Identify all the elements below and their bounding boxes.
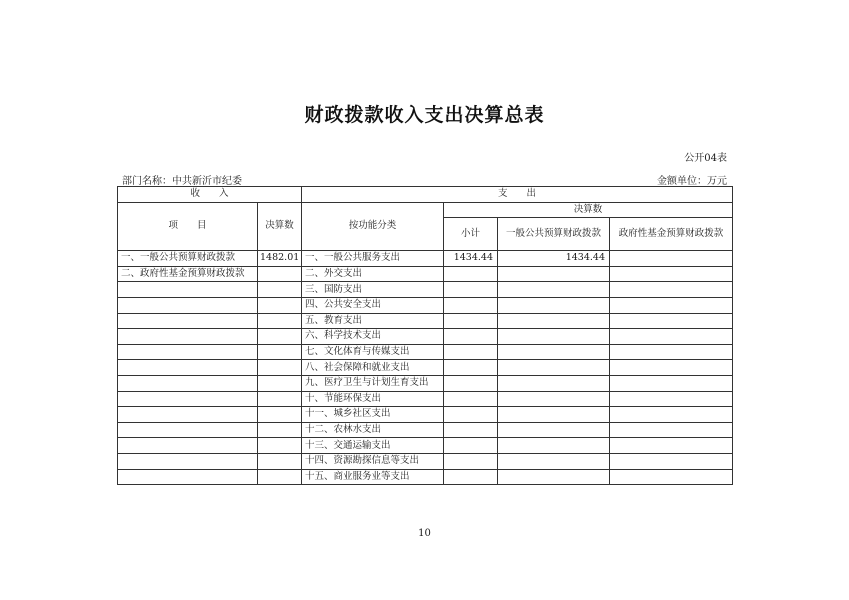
general-budget-cell [498, 282, 610, 298]
gov-fund-cell [610, 391, 733, 407]
gov-fund-cell [610, 375, 733, 391]
table-row [118, 469, 733, 485]
gov-fund-cell [610, 407, 733, 423]
income-amount-cell [258, 266, 302, 282]
income-item-cell [118, 422, 258, 438]
general-budget-cell [498, 360, 610, 376]
gov-fund-cell [610, 469, 733, 485]
header-final-amount: 决算数 [258, 202, 302, 251]
header-func-class: 按功能分类 [302, 202, 444, 251]
subtotal-cell [444, 360, 498, 376]
subtotal-cell [444, 297, 498, 313]
table-row [118, 313, 733, 329]
gov-fund-cell [610, 282, 733, 298]
general-budget-cell [498, 453, 610, 469]
income-item-cell [118, 391, 258, 407]
subtotal-cell [444, 344, 498, 360]
table-row [118, 422, 733, 438]
gov-fund-cell [610, 453, 733, 469]
table-row [118, 391, 733, 407]
subtotal-cell [444, 469, 498, 485]
income-item-cell [118, 297, 258, 313]
general-budget-cell [498, 313, 610, 329]
table-row [118, 438, 733, 454]
header-row-2 [118, 202, 733, 218]
income-item-cell [118, 453, 258, 469]
expense-item-cell: 五、教育支出 [302, 313, 444, 329]
subtotal-cell [444, 329, 498, 345]
expense-item-cell: 十、节能环保支出 [302, 391, 444, 407]
form-number: 公开04表 [684, 153, 727, 164]
expense-item-cell: 十三、交通运输支出 [302, 438, 444, 454]
table-row [118, 266, 733, 282]
header-expense: 支 出 [302, 187, 733, 203]
income-amount-cell [258, 407, 302, 423]
income-amount-cell [258, 329, 302, 345]
expense-item-cell: 九、医疗卫生与计划生育支出 [302, 375, 444, 391]
header-gov-fund: 政府性基金预算财政拨款 [610, 218, 733, 251]
gov-fund-cell [610, 360, 733, 376]
general-budget-cell [498, 344, 610, 360]
income-amount-cell [258, 297, 302, 313]
general-budget-cell [498, 469, 610, 485]
table-row [118, 329, 733, 345]
gov-fund-cell [610, 329, 733, 345]
expense-item-cell: 八、社会保障和就业支出 [302, 360, 444, 376]
income-item-cell [118, 360, 258, 376]
income-item-cell: 一、一般公共预算财政拨款 [118, 251, 258, 267]
expense-item-cell: 三、国防支出 [302, 282, 444, 298]
expense-item-cell: 十一、城乡社区支出 [302, 407, 444, 423]
unit-label: 金额单位：万元 [657, 176, 727, 187]
income-item-cell [118, 469, 258, 485]
table-row [118, 297, 733, 313]
expense-item-cell: 一、一般公共服务支出 [302, 251, 444, 267]
subtotal-cell: 1434.44 [444, 251, 498, 267]
general-budget-cell [498, 422, 610, 438]
header-subtotal: 小计 [444, 218, 498, 251]
income-item-cell [118, 329, 258, 345]
page-title: 财政拨款收入支出决算总表 [304, 104, 545, 126]
income-amount-cell [258, 375, 302, 391]
gov-fund-cell [610, 266, 733, 282]
expense-item-cell: 十五、商业服务业等支出 [302, 469, 444, 485]
income-amount-cell [258, 469, 302, 485]
gov-fund-cell [610, 344, 733, 360]
header-final-amount-2: 决算数 [444, 202, 733, 218]
table-row [118, 344, 733, 360]
income-item-cell [118, 282, 258, 298]
expense-item-cell: 十二、农林水支出 [302, 422, 444, 438]
income-amount-cell [258, 453, 302, 469]
table-row [118, 375, 733, 391]
income-amount-cell: 1482.01 [258, 251, 302, 267]
subtotal-cell [444, 438, 498, 454]
header-income: 收 入 [118, 187, 302, 203]
general-budget-cell [498, 391, 610, 407]
income-amount-cell [258, 438, 302, 454]
page-number: 10 [418, 528, 431, 539]
table-row [118, 251, 733, 267]
general-budget-cell [498, 375, 610, 391]
subtotal-cell [444, 375, 498, 391]
income-item-cell [118, 407, 258, 423]
department-label: 部门名称：中共新沂市纪委 [122, 176, 242, 187]
subtotal-cell [444, 282, 498, 298]
expense-item-cell: 十四、资源勘探信息等支出 [302, 453, 444, 469]
income-amount-cell [258, 282, 302, 298]
general-budget-cell [498, 329, 610, 345]
income-item-cell [118, 375, 258, 391]
general-budget-cell [498, 297, 610, 313]
header-general-budget: 一般公共预算财政拨款 [498, 218, 610, 251]
expense-item-cell: 七、文化体育与传媒支出 [302, 344, 444, 360]
table-row [118, 360, 733, 376]
income-item-cell [118, 344, 258, 360]
header-item: 项 目 [118, 202, 258, 251]
gov-fund-cell [610, 422, 733, 438]
subtotal-cell [444, 453, 498, 469]
general-budget-cell [498, 266, 610, 282]
income-item-cell [118, 438, 258, 454]
general-budget-cell [498, 438, 610, 454]
income-amount-cell [258, 360, 302, 376]
general-budget-cell [498, 407, 610, 423]
table-row [118, 282, 733, 298]
general-budget-cell: 1434.44 [498, 251, 610, 267]
subtotal-cell [444, 422, 498, 438]
gov-fund-cell [610, 313, 733, 329]
expense-item-cell: 六、科学技术支出 [302, 329, 444, 345]
income-item-cell [118, 313, 258, 329]
gov-fund-cell [610, 251, 733, 267]
subtotal-cell [444, 313, 498, 329]
subtotal-cell [444, 266, 498, 282]
table-row [118, 407, 733, 423]
income-item-cell: 二、政府性基金预算财政拨款 [118, 266, 258, 282]
subtotal-cell [444, 391, 498, 407]
budget-table [117, 186, 733, 485]
gov-fund-cell [610, 297, 733, 313]
income-amount-cell [258, 313, 302, 329]
gov-fund-cell [610, 438, 733, 454]
expense-item-cell: 二、外交支出 [302, 266, 444, 282]
expense-item-cell: 四、公共安全支出 [302, 297, 444, 313]
header-row-1 [118, 187, 733, 203]
income-amount-cell [258, 391, 302, 407]
subtotal-cell [444, 407, 498, 423]
income-amount-cell [258, 344, 302, 360]
table-row [118, 453, 733, 469]
income-amount-cell [258, 422, 302, 438]
